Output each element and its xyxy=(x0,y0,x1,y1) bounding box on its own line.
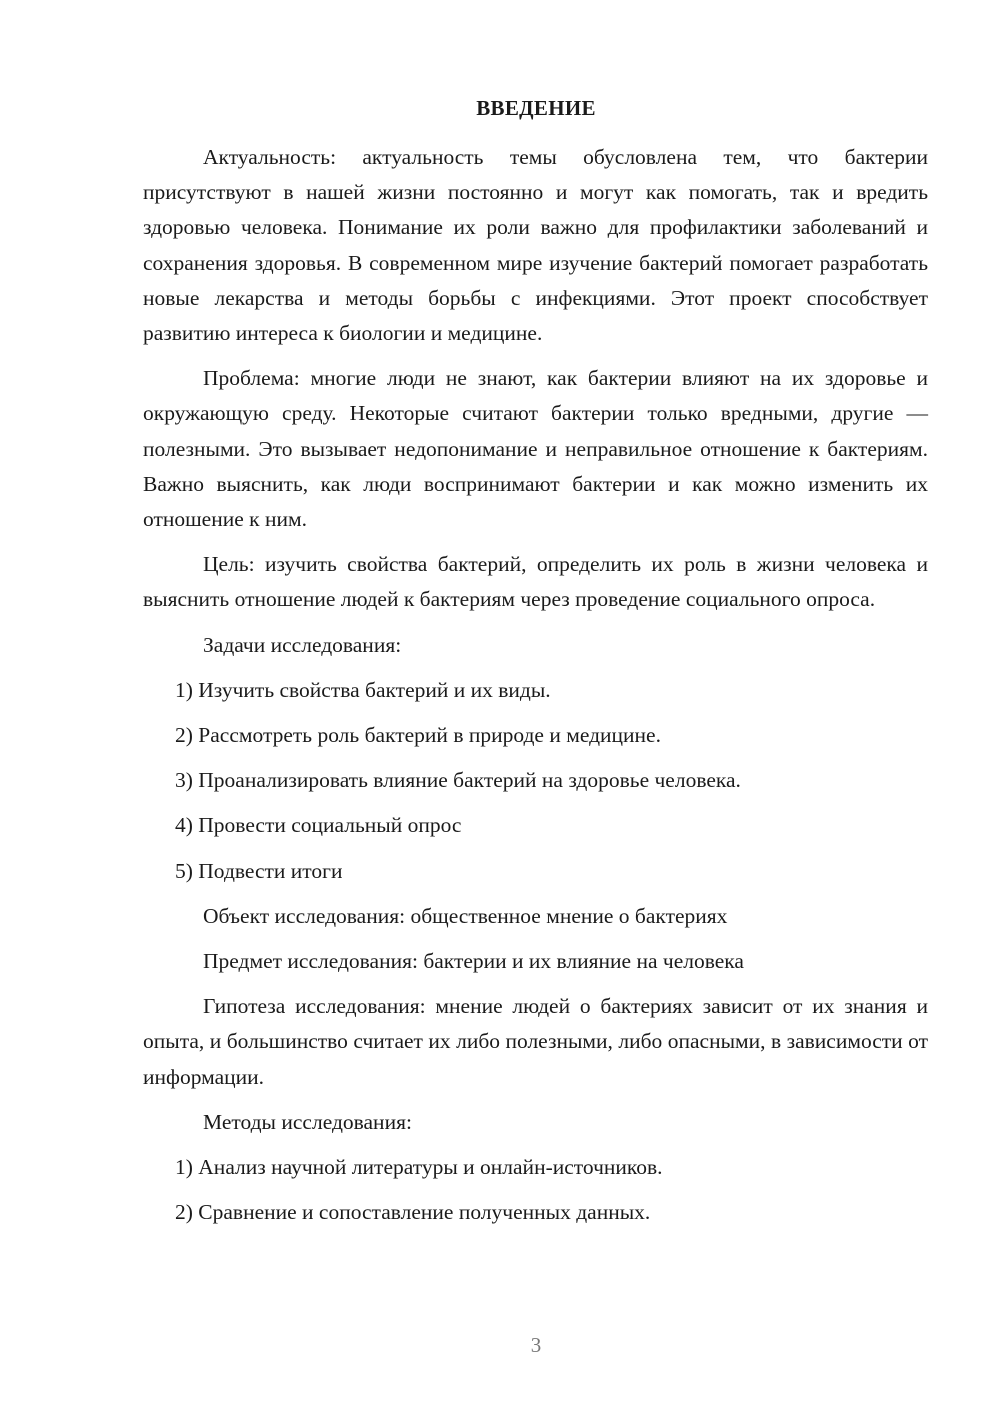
page-number: 3 xyxy=(530,1333,542,1357)
method-item: 1) Анализ научной литературы и онлайн-источников. xyxy=(175,1155,663,1180)
task-item: 4) Провести социальный опрос xyxy=(175,813,462,838)
problem-paragraph: Проблема: многие люди не знают, как бактерии влияют на их здоровье и окружающую среду. Некоторые считают бактерии только вредными, другие — полезными. Это вызывает недопонимание и неправильное отношение к бактериям. Важно выяснить, как люди воспринимают бактерии и как можно изменить их отношение к ним. xyxy=(143,366,928,532)
hypothesis-paragraph: Гипотеза исследования: мнение людей о бактериях зависит от их знания и опыта, и большинство считает их либо полезными, либо опасными, в зависимости от информации. xyxy=(143,994,928,1089)
tasks-heading: Задачи исследования: xyxy=(203,632,402,657)
goal-paragraph: Цель: изучить свойства бактерий, определить их роль в жизни человека и выяснить отношение людей к бактериям через проведение социального опроса. xyxy=(143,552,928,612)
methods-heading: Методы исследования: xyxy=(203,1109,412,1134)
task-item: 1) Изучить свойства бактерий и их виды. xyxy=(175,677,551,702)
relevance-paragraph: Актуальность: актуальность темы обусловлена тем, что бактерии присутствуют в нашей жизни постоянно и могут как помогать, так и вредить здоровью человека. Понимание их роли важно для профилактики заболеваний и сохранения здоровья. В современном мире изучение бактерий помогает разработать новые лекарства и методы борьбы с инфекциями. Этот проект способствует развитию интереса к биологии и медицине. xyxy=(143,145,928,346)
method-item: 2) Сравнение и сопоставление полученных данных. xyxy=(175,1200,651,1225)
page-body xyxy=(143,140,928,1240)
task-item: 2) Рассмотреть роль бактерий в природе и медицине. xyxy=(175,723,661,748)
object-line: Объект исследования: общественное мнение о бактериях xyxy=(203,903,728,928)
task-item: 5) Подвести итоги xyxy=(175,858,343,883)
subject-line: Предмет исследования: бактерии и их влияние на человека xyxy=(203,949,744,974)
page-title: ВВЕДЕНИЕ xyxy=(476,96,596,120)
task-item: 3) Проанализировать влияние бактерий на здоровье человека. xyxy=(175,768,741,793)
